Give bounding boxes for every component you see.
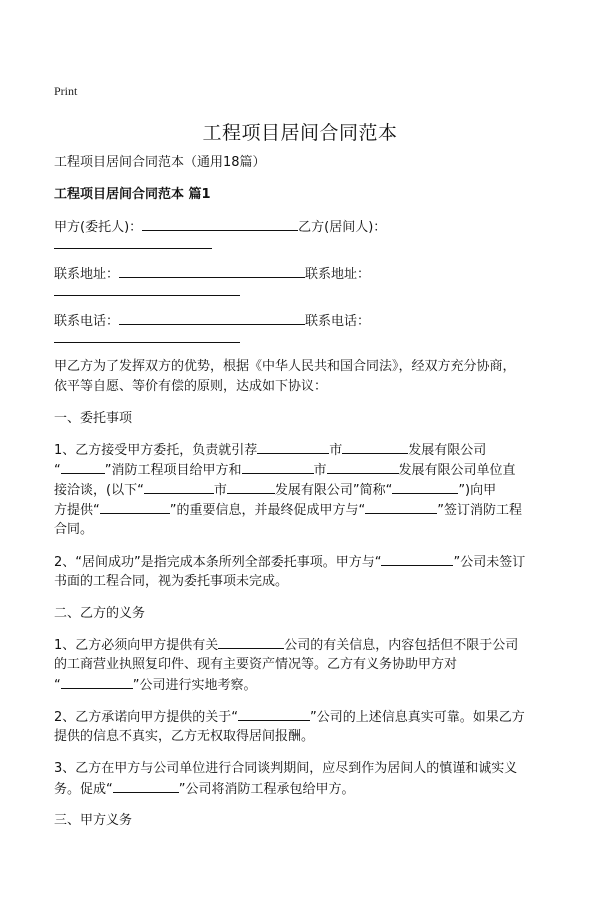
clause-2-2-line-1 (54, 707, 525, 728)
clause-text: 公司的有关信息，内容包括但不限于公司 (284, 638, 519, 653)
fill-blank (218, 635, 284, 649)
clause-1-1-line-1 (54, 440, 486, 461)
clause-text: 发展有限公司”简称“ (274, 483, 393, 498)
clause-2-3-line-2 (54, 779, 355, 800)
phone-row (54, 311, 370, 332)
fill-blank (327, 460, 399, 474)
address-b-label: 联系地址： (305, 267, 371, 282)
preamble-line-1: 甲乙方为了发挥双方的优势，根据《中华人民共和国合同法》，经双方充分协商， (54, 359, 516, 374)
preamble-line-2: 依平等自愿、等价有偿的原则，达成如下协议： (54, 379, 328, 394)
clause-1-1-line-2 (54, 460, 516, 481)
fill-blank (144, 480, 214, 494)
fill-blank (392, 480, 458, 494)
clause-1-1-line-4 (54, 500, 522, 521)
fill-blank (381, 552, 453, 566)
party-a-label: 甲方(委托人)： (54, 220, 143, 235)
phone-b-blank (54, 342, 240, 343)
clause-text: ”的重要信息，并最终促成甲方与“ (169, 503, 366, 518)
phone-a-blank (119, 311, 305, 325)
clause-text: ”公司将消防工程承包给甲方。 (178, 782, 355, 797)
phone-b-label: 联系电话： (305, 314, 371, 329)
clause-text: 接洽谈，(以下“ (54, 483, 144, 498)
party-b-blank (54, 248, 212, 249)
fill-blank (365, 500, 437, 514)
clause-text: “ (54, 463, 61, 478)
fill-blank (257, 440, 329, 454)
address-b-blank (54, 295, 240, 296)
address-a-blank (119, 264, 305, 278)
section-title: 工程项目居间合同范本 篇1 (54, 187, 211, 202)
clause-text: ”消防工程项目给甲方和 (104, 463, 242, 478)
fill-blank (113, 779, 179, 793)
clause-1-2-line-1 (54, 552, 525, 573)
clause-text: 务。促成“ (54, 782, 113, 797)
document-subtitle: 工程项目居间合同范本（通用18篇） (54, 155, 266, 170)
clause-text: 发展有限公司 (408, 443, 487, 458)
clause-2-1-line-3 (54, 675, 257, 696)
party-a-blank (142, 217, 298, 231)
fill-blank (100, 500, 170, 514)
clause-2-1-line-1 (54, 635, 518, 656)
clause-2-2-line-2: 提供的信息不真实，乙方无权取得居间报酬。 (54, 729, 315, 744)
clause-text: 2、乙方承诺向甲方提供的关于“ (54, 710, 239, 725)
party-row (54, 217, 386, 238)
clause-text: 市 (313, 463, 327, 478)
address-row (54, 264, 370, 285)
clause-text: “ (54, 678, 61, 693)
section-2-heading: 二、乙方的义务 (54, 606, 146, 621)
print-label: Print (54, 84, 78, 98)
address-a-label: 联系地址： (54, 267, 120, 282)
party-b-label: 乙方(居间人)： (298, 220, 387, 235)
fill-blank (61, 675, 133, 689)
clause-text: 方提供“ (54, 503, 100, 518)
clause-1-1-line-5: 合同。 (54, 522, 94, 537)
clause-1-1-line-3 (54, 480, 496, 501)
fill-blank (342, 440, 408, 454)
clause-text: ”签订消防工程 (437, 503, 522, 518)
fill-blank (238, 707, 310, 721)
clause-1-2-line-2: 书面的工程合同，视为委托事项未完成。 (54, 574, 289, 589)
fill-blank (242, 460, 314, 474)
clause-text: ”)向甲 (458, 483, 497, 498)
clause-text: 发展有限公司单位直 (398, 463, 516, 478)
document-title: 工程项目居间合同范本 (202, 122, 398, 144)
clause-text: ”公司未签订 (453, 555, 526, 570)
clause-text: 市 (329, 443, 343, 458)
clause-text: ”公司进行实地考察。 (132, 678, 257, 693)
clause-text: 2、“居间成功”是指完成本条所列全部委托事项。甲方与“ (54, 555, 382, 570)
clause-2-1-line-2: 的工商营业执照复印件、现有主要资产情况等。乙方有义务协助甲方对 (54, 657, 458, 672)
fill-blank (227, 480, 275, 494)
clause-text: 1、乙方接受甲方委托，负责就引荐 (54, 443, 258, 458)
section-3-heading: 三、甲方义务 (54, 813, 133, 828)
clause-text: 市 (213, 483, 227, 498)
clause-text: ”公司的上述信息真实可靠。如果乙方 (310, 710, 525, 725)
phone-a-label: 联系电话： (54, 314, 120, 329)
section-1-heading: 一、委托事项 (54, 411, 133, 426)
clause-2-3-line-1: 3、乙方在甲方与公司单位进行合同谈判期间，应尽到作为居间人的慎谨和诚实义 (54, 761, 518, 776)
fill-blank (61, 460, 105, 474)
clause-text: 1、乙方必须向甲方提供有关 (54, 638, 219, 653)
